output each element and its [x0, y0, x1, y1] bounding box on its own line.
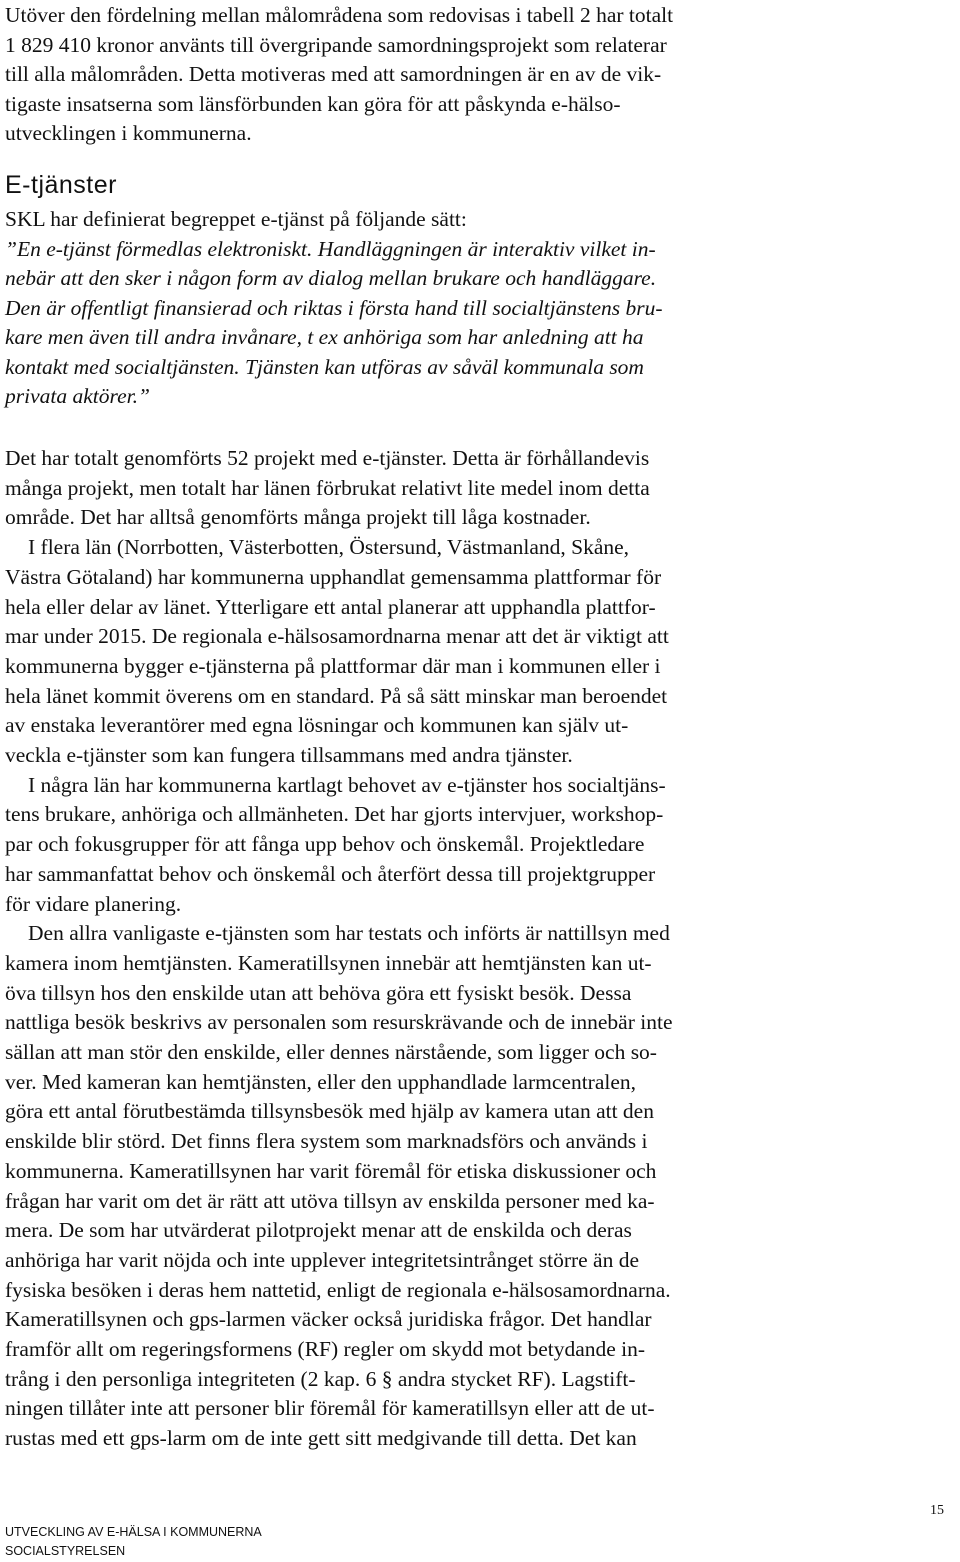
text-line: sällan att man stör den enskilde, eller dennes närstående, som ligger och so-: [5, 1040, 657, 1064]
text-line: kommunerna bygger e-tjänsterna på plattformar där man i kommunen eller i: [5, 653, 661, 678]
quote-line: kontakt med socialtjänsten. Tjänsten kan utföras av såväl kommunala som: [5, 354, 644, 379]
text-line: I några län har kommunerna kartlagt behovet av e-tjänster hos socialtjäns-: [28, 772, 666, 797]
text-line: framför allt om regeringsformens (RF) regler om skydd mot betydande in-: [5, 1337, 646, 1361]
text-line: frågan har varit om det är rätt att utöva tillsyn av enskilda personer med ka-: [5, 1188, 655, 1213]
page-number: 15: [930, 1503, 944, 1518]
footer-publisher: SOCIALSTYRELSEN: [5, 1544, 126, 1558]
quote-line: Den är offentligt finansierad och riktas i första hand till socialtjänstens bru-: [5, 295, 663, 320]
text-line: trång i den personliga integriteten (2 kap. 6 § andra stycket RF). Lagstift-: [5, 1366, 636, 1391]
text-line: för vidare planering.: [5, 891, 182, 916]
text-line: mera. De som har utvärderat pilotprojekt menar att de enskilda och deras: [5, 1218, 632, 1243]
quote-line: privata aktörer.”: [5, 384, 150, 408]
text-line: kommunerna. Kameratillsynen har varit föremål för etiska diskussioner och: [5, 1158, 657, 1183]
text-line: enskilde blir störd. Det finns flera system som marknadsförs och används i: [5, 1129, 648, 1154]
text-line: I flera län (Norrbotten, Västerbotten, Östersund, Västmanland, Skåne,: [28, 535, 630, 560]
text-line: Västra Götaland) har kommunerna upphandlat gemensamma plattformar för: [5, 564, 662, 589]
footer-report-title: UTVECKLING AV E-HÄLSA I KOMMUNERNA: [5, 1525, 262, 1539]
text-line: rustas med ett gps-larm om de inte gett sitt medgivande till detta. Det kan: [5, 1426, 637, 1451]
text-line: kamera inom hemtjänsten. Kameratillsynen innebär att hemtjänsten kan ut-: [5, 950, 652, 975]
text-line: par och fokusgrupper för att fånga upp behov och önskemål. Projektledare: [5, 832, 645, 857]
text-line: veckla e-tjänster som kan fungera tillsammans med andra tjänster.: [5, 743, 573, 767]
text-line: göra ett antal förutbestämda tillsynsbesök med hjälp av kamera utan att den: [5, 1099, 654, 1124]
text-line: Kameratillsynen och gps-larmen väcker också juridiska frågor. Det handlar: [5, 1307, 652, 1332]
text-line: Den allra vanligaste e-tjänsten som har testats och införts är nattillsyn med: [28, 921, 670, 946]
text-line: nattliga besök beskrivs av personalen som resurskrävande och de innebär inte: [5, 1010, 673, 1035]
text-line: ver. Med kameran kan hemtjänsten, eller den upphandlade larmcentralen,: [5, 1069, 637, 1094]
quote-line: ”En e-tjänst förmedlas elektroniskt. Handläggningen är interaktiv vilket in-: [5, 236, 656, 261]
text-line: Det har totalt genomförts 52 projekt med e-tjänster. Detta är förhållandevis: [5, 446, 650, 470]
definition-intro: SKL har definierat begreppet e-tjänst på följande sätt:: [5, 207, 467, 231]
text-line: hela eller delar av länet. Ytterligare ett antal planerar att upphandla plattfor-: [5, 594, 656, 619]
text-line: 1 829 410 kronor använts till övergripande samordningsprojekt som relaterar: [5, 32, 667, 57]
text-line: utvecklingen i kommunerna.: [5, 121, 252, 145]
text-line: tens brukare, anhöriga och allmänheten. Det har gjorts intervjuer, workshop-: [5, 802, 664, 827]
text-line: ningen tillåter inte att personer blir föremål för kameratillsyn eller att de ut-: [5, 1396, 655, 1421]
text-line: område. Det har alltså genomförts många projekt till låga kostnader.: [5, 505, 591, 530]
text-line: mar under 2015. De regionala e-hälsosamordnarna menar att det är viktigt att: [5, 624, 669, 649]
text-line: till alla målområden. Detta motiveras med att samordningen är en av de vik-: [5, 62, 662, 86]
text-line: hela länet kommit överens om en standard. På så sätt minskar man beroendet: [5, 683, 668, 708]
text-line: tigaste insatserna som länsförbunden kan göra för att påskynda e-hälso-: [5, 91, 621, 116]
text-line: fysiska besöken i deras hem nattetid, enligt de regionala e-hälsosamordnarna.: [5, 1277, 671, 1302]
section-heading: E-tjänster: [5, 171, 117, 199]
text-line: många projekt, men totalt har länen förbrukat relativt lite medel inom detta: [5, 475, 650, 500]
text-line: av enstaka leverantörer med egna lösningar och kommunen kan själv ut-: [5, 713, 629, 738]
text-line: Utöver den fördelning mellan målområdena som redovisas i tabell 2 har totalt: [5, 3, 674, 27]
text-line: öva tillsyn hos den enskilde utan att behöva göra ett fysiskt besök. Dessa: [5, 980, 632, 1005]
text-line: har sammanfattat behov och önskemål och återfört dessa till projektgrupper: [5, 861, 656, 886]
quote-line: nebär att den sker i någon form av dialog mellan brukare och handläggare.: [5, 266, 657, 290]
text-line: anhöriga har varit nöjda och inte upplever integritetsintrånget större än de: [5, 1247, 640, 1272]
quote-line: kare men även till andra invånare, t ex anhöriga som har anledning att ha: [5, 325, 644, 349]
